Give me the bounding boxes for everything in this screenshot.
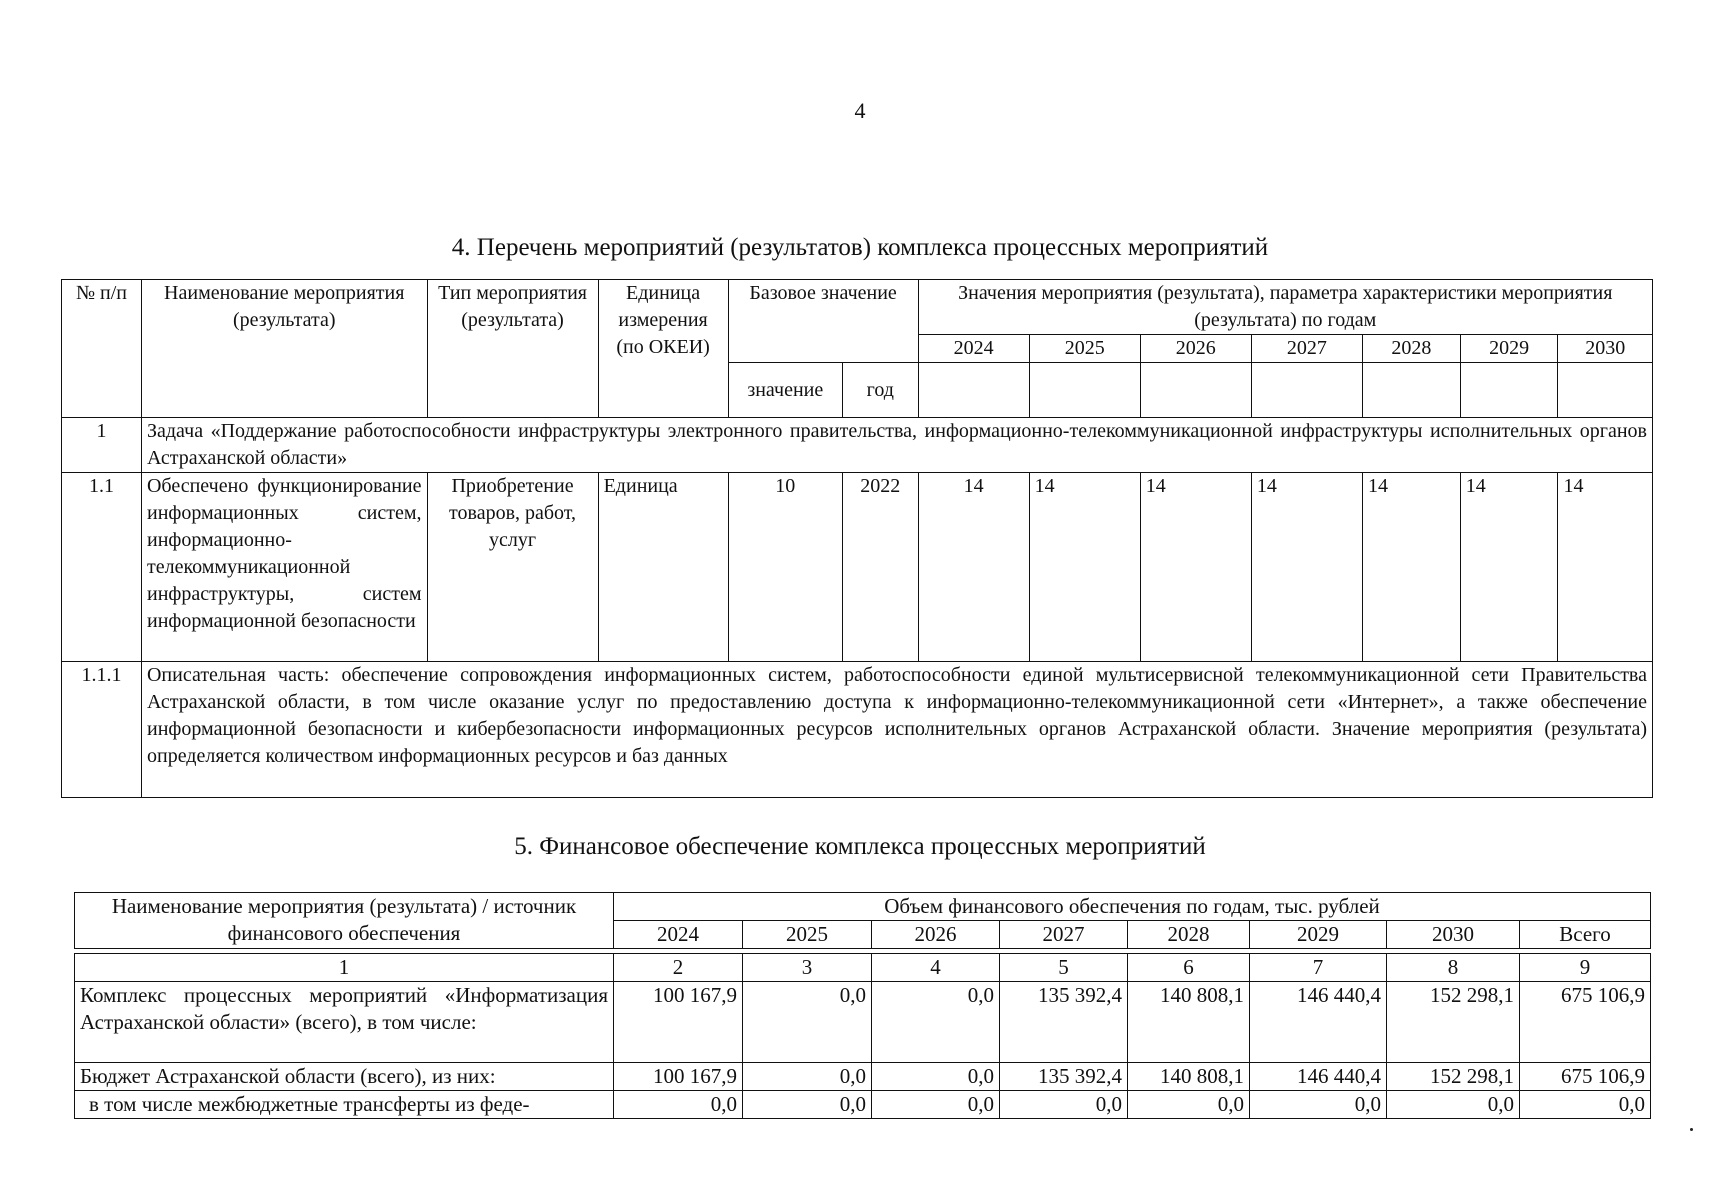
fin-value: 0,0 [743,982,872,1063]
fin-value: 0,0 [743,1091,872,1119]
col-number: 7 [1250,954,1387,982]
scan-speck [1690,1128,1693,1131]
description-num: 1.1.1 [62,662,142,798]
fin-value-total: 675 106,9 [1520,982,1651,1063]
fin-value: 0,0 [614,1091,743,1119]
col-number: 9 [1520,954,1651,982]
fin-value: 0,0 [1000,1091,1128,1119]
fin-header-year: 2029 [1250,921,1387,949]
event-value: 14 [1460,473,1558,662]
fin-row-name: в том числе межбюджетные трансферты из феде- [75,1091,614,1119]
fin-value: 135 392,4 [1000,1063,1128,1091]
header-name: Наименование мероприятия (результата) [141,280,427,418]
col-number: 2 [614,954,743,982]
fin-value: 0,0 [1387,1091,1520,1119]
header-values: Значения мероприятия (результата), параметра характеристики мероприятия (результата) по годам [918,280,1652,335]
fin-value: 135 392,4 [1000,982,1128,1063]
header-unit: Единица измерения (по ОКЕИ) [598,280,728,418]
description-text: Описательная часть: обеспечение сопровождения информационных систем, работоспособности единой мультисервисной телекоммуникационной сети Правительства Астраханской области, в том числе оказание услуг по предоставлению доступа к информационно-телекоммуникационной сети «Интернет», а также обеспечение информационной безопасности и кибербезопасности информационных ресурсов исполнительных органов Астраханской области. Значение мероприятия (результата) определяется количеством информационных ресурсов и баз данных [141,662,1652,798]
header-year: 2026 [1140,335,1251,363]
fin-header-year: 2030 [1387,921,1520,949]
fin-header-year: 2025 [743,921,872,949]
col-number: 3 [743,954,872,982]
header-num: № п/п [62,280,142,418]
fin-value: 152 298,1 [1387,1063,1520,1091]
event-value: 14 [1140,473,1251,662]
event-value: 14 [1558,473,1653,662]
col-number: 8 [1387,954,1520,982]
fin-value: 0,0 [872,1091,1000,1119]
financing-table [74,892,1651,1119]
fin-value: 0,0 [872,982,1000,1063]
fin-value: 0,0 [1128,1091,1250,1119]
fin-value: 100 167,9 [614,982,743,1063]
fin-header-year: 2026 [872,921,1000,949]
fin-value: 0,0 [1250,1091,1387,1119]
col-number: 5 [1000,954,1128,982]
header-base-year: год [843,363,919,418]
header-year: 2024 [918,335,1029,363]
fin-value: 0,0 [743,1063,872,1091]
task-text: Задача «Поддержание работоспособности инфраструктуры электронного правительства, информационно-телекоммуникационной инфраструктуры исполнительных органов Астраханской области» [141,418,1652,473]
fin-header-name: Наименование мероприятия (результата) / источник финансового обеспечения [75,893,614,949]
event-value: 14 [1251,473,1362,662]
event-value: 14 [1362,473,1460,662]
header-year: 2029 [1460,335,1558,363]
section-4-title: 4. Перечень мероприятий (результатов) комплекса процессных мероприятий [451,234,1269,261]
fin-value: 146 440,4 [1250,982,1387,1063]
event-num: 1.1 [62,473,142,662]
header-base-value: значение [728,363,842,418]
activities-table [61,279,1653,798]
fin-value: 0,0 [872,1063,1000,1091]
fin-row-name: Комплекс процессных мероприятий «Информатизация Астраханской области» (всего), в том числе: [75,982,614,1063]
fin-value: 100 167,9 [614,1063,743,1091]
fin-header-year: 2024 [614,921,743,949]
fin-value: 146 440,4 [1250,1063,1387,1091]
col-number: 6 [1128,954,1250,982]
fin-header-total: Всего [1520,921,1651,949]
event-value: 14 [1029,473,1140,662]
header-year: 2028 [1362,335,1460,363]
header-year: 2027 [1251,335,1362,363]
fin-value: 140 808,1 [1128,1063,1250,1091]
fin-value: 152 298,1 [1387,982,1520,1063]
event-unit: Единица [598,473,728,662]
col-number: 4 [872,954,1000,982]
event-name: Обеспечено функционирование информационных систем, информационно-телекоммуникационной инфраструктуры, систем информационной безопасности [141,473,427,662]
fin-header-year: 2028 [1128,921,1250,949]
fin-value-total: 0,0 [1520,1091,1651,1119]
header-year: 2030 [1558,335,1653,363]
event-base-value: 10 [728,473,842,662]
fin-row-name: Бюджет Астраханской области (всего), из них: [75,1063,614,1091]
fin-value-total: 675 106,9 [1520,1063,1651,1091]
header-base: Базовое значение [728,280,918,363]
header-year: 2025 [1029,335,1140,363]
event-type: Приобретение товаров, работ, услуг [427,473,598,662]
header-type: Тип мероприятия (результата) [427,280,598,418]
fin-header-volume: Объем финансового обеспечения по годам, тыс. рублей [614,893,1651,921]
section-5-title: 5. Финансовое обеспечение комплекса процессных мероприятий [514,833,1206,860]
col-number: 1 [75,954,614,982]
page-number: 4 [854,98,866,123]
event-base-year: 2022 [843,473,919,662]
task-num: 1 [62,418,142,473]
event-value: 14 [918,473,1029,662]
fin-header-year: 2027 [1000,921,1128,949]
fin-value: 140 808,1 [1128,982,1250,1063]
